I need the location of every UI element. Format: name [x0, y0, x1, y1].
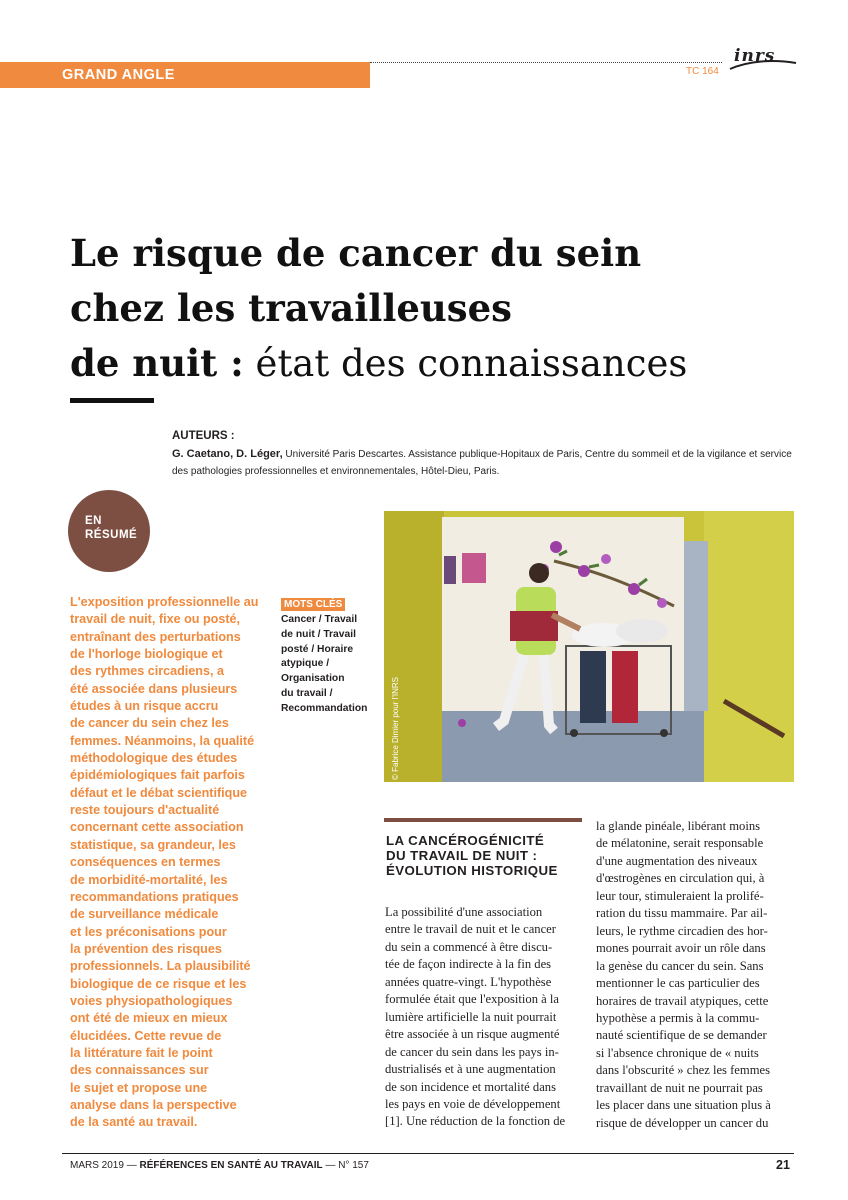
- body-line: du sein a commencé à être discu-: [385, 939, 553, 954]
- body-line: [1]. Une réduction de la fonction de: [385, 1114, 566, 1129]
- abstract-line: été associée dans plusieurs: [70, 681, 238, 696]
- title-line-2: chez les travailleuses: [70, 286, 513, 330]
- abstract-line: le sujet et propose une: [70, 1080, 208, 1095]
- abstract-line: statistique, sa grandeur, les: [70, 837, 236, 852]
- keyword-line: du travail /: [281, 687, 333, 699]
- body-line: tée de façon indirecte à la fin des: [385, 957, 552, 972]
- body-line: mones pourrait avoir un rôle dans: [596, 941, 766, 956]
- article-title: [70, 226, 790, 391]
- keyword-line: posté / Horaire: [281, 643, 354, 655]
- body-line: années quatre-vingt. L'hypothèse: [385, 974, 552, 989]
- footer-citation: [70, 1160, 369, 1171]
- body-line: de mélatonine, serait responsable: [596, 836, 764, 851]
- title-line-1: Le risque de cancer du sein: [70, 231, 642, 275]
- abstract-line: des connaissances sur: [70, 1063, 209, 1078]
- body-line: d'une augmentation des niveaux: [596, 853, 758, 868]
- footer-issue: — N° 157: [322, 1160, 369, 1171]
- article-reference: TC 164: [686, 66, 719, 77]
- body-line: horaires de travail atypiques, cette: [596, 993, 769, 1008]
- footer-date: MARS 2019 —: [70, 1160, 140, 1171]
- footer-journal: RÉFÉRENCES EN SANTÉ AU TRAVAIL: [139, 1160, 323, 1171]
- body-line: les placer dans une situation plus à: [596, 1098, 771, 1113]
- title-line-3-light: état des connaissances: [243, 342, 688, 385]
- abstract-line: ont été de mieux en mieux: [70, 1011, 228, 1026]
- inrs-logo: inrs: [734, 46, 776, 66]
- authors-heading: AUTEURS :: [172, 430, 235, 442]
- body-line: les pays en voie de développement: [385, 1096, 561, 1111]
- section-heading-rule: [384, 818, 582, 822]
- abstract-line: recommandations pratiques: [70, 889, 239, 904]
- body-line: ration du tissu mammaire. Par ail-: [596, 906, 768, 921]
- abstract-line: la littérature fait le point: [70, 1045, 213, 1060]
- header-dotted-rule: [370, 62, 722, 63]
- keyword-line: atypique /: [281, 658, 330, 670]
- abstract-line: de la santé au travail.: [70, 1115, 198, 1130]
- resume-badge-line-1: EN: [85, 515, 102, 527]
- abstract-line: reste toujours d'actualité: [70, 803, 220, 818]
- body-line: lumière artificielle la nuit pourrait: [385, 1009, 557, 1024]
- abstract-line: analyse dans la perspective: [70, 1097, 237, 1112]
- abstract-line: entraînant des perturbations: [70, 629, 241, 644]
- body-line: dans l'obscurité » chez les femmes: [596, 1063, 770, 1078]
- abstract-line: L'exposition professionnelle au: [70, 595, 259, 609]
- abstract-line: de cancer du sein chez les: [70, 716, 229, 731]
- abstract-line: méthodologique des études: [70, 751, 238, 766]
- title-underline: [70, 398, 154, 403]
- abstract-line: voies physiopathologiques: [70, 993, 233, 1008]
- keywords-label: MOTS CLÉS: [281, 598, 345, 611]
- abstract-line: travail de nuit, fixe ou posté,: [70, 612, 241, 627]
- abstract-line: des rythmes circadiens, a: [70, 664, 225, 679]
- photo-illustration: [384, 511, 794, 782]
- abstract-line: de l'horloge biologique et: [70, 647, 223, 662]
- keywords-list: [281, 613, 371, 717]
- abstract-line: défaut et le débat scientifique: [70, 785, 248, 800]
- title-line-3-bold: de nuit :: [70, 341, 244, 385]
- section-label: GRAND ANGLE: [0, 62, 370, 88]
- body-line: si l'absence chronique de « nuits: [596, 1045, 759, 1060]
- body-line: hypothèse a permis à la commu-: [596, 1010, 760, 1025]
- section-heading-line: LA CANCÉROGÉNICITÉ: [386, 833, 545, 848]
- body-line: risque de développer un cancer du: [596, 1115, 769, 1130]
- resume-badge-line-2: RÉSUMÉ: [85, 529, 138, 541]
- section-heading: [386, 833, 582, 878]
- authors-block: [172, 446, 794, 480]
- keyword-line: Recommandation: [281, 702, 368, 714]
- body-line: formulée était que l'exposition à la: [385, 992, 559, 1007]
- body-line: de son incidence et mortalité dans: [385, 1079, 557, 1094]
- body-line: La possibilité d'une association: [385, 905, 543, 919]
- photo-credit: © Fabrice Dimier pour l'INRS: [391, 677, 400, 780]
- abstract-line: études à un risque accru: [70, 699, 219, 714]
- body-column-2: [596, 818, 794, 1132]
- author-names: G. Caetano, D. Léger,: [172, 448, 283, 460]
- section-heading-line: DU TRAVAIL DE NUIT :: [386, 848, 538, 863]
- body-line: travaillant de nuit ne pourrait pas: [596, 1080, 763, 1095]
- logo-swoosh-icon: [728, 58, 798, 72]
- body-line: mentionner le cas particulier des: [596, 976, 760, 991]
- body-line: dustrialisés et à une augmentation: [385, 1062, 556, 1077]
- resume-badge: [68, 490, 150, 572]
- abstract-text: [70, 594, 270, 1132]
- article-photo: [384, 511, 794, 782]
- abstract-line: de morbidité-mortalité, les: [70, 872, 228, 887]
- author-affiliation: Université Paris Descartes. Assistance publique-Hopitaux de Paris, Centre du sommeil et de la vigilance et service des pathologies professionnelles et environnementales, Hôtel-Dieu, Paris.: [172, 449, 792, 477]
- body-line: leurs, le rythme circadien des hor-: [596, 923, 768, 938]
- footer-rule: [62, 1153, 794, 1154]
- abstract-line: et les préconisations pour: [70, 924, 227, 939]
- abstract-line: conséquences en termes: [70, 855, 221, 870]
- abstract-line: concernant cette association: [70, 820, 244, 835]
- body-line: la glande pinéale, libérant moins: [596, 819, 761, 833]
- keyword-line: de nuit / Travail: [281, 628, 356, 640]
- body-line: de cancer du sein dans les pays in-: [385, 1044, 559, 1059]
- page-number: 21: [776, 1158, 790, 1172]
- section-heading-line: ÉVOLUTION HISTORIQUE: [386, 863, 558, 878]
- abstract-line: biologique de ce risque et les: [70, 976, 247, 991]
- abstract-line: épidémiologiques fait parfois: [70, 768, 245, 783]
- body-line: la genèse du cancer du sein. Sans: [596, 958, 764, 973]
- abstract-line: la prévention des risques: [70, 941, 222, 956]
- abstract-line: professionnels. La plausibilité: [70, 959, 251, 974]
- body-line: nauté scientifique de se demander: [596, 1028, 767, 1043]
- body-line: d'œstrogènes en circulation qui, à: [596, 871, 765, 886]
- keyword-line: Organisation: [281, 673, 345, 685]
- abstract-line: femmes. Néanmoins, la qualité: [70, 733, 255, 748]
- body-line: entre le travail de nuit et le cancer: [385, 922, 556, 937]
- body-column-1: [385, 904, 583, 1131]
- abstract-line: de surveillance médicale: [70, 907, 219, 922]
- body-line: être associée à un risque augmenté: [385, 1027, 560, 1042]
- abstract-line: élucidées. Cette revue de: [70, 1028, 222, 1043]
- body-line: leur tour, stimuleraient la prolifé-: [596, 888, 764, 903]
- keyword-line: Cancer / Travail: [281, 614, 358, 625]
